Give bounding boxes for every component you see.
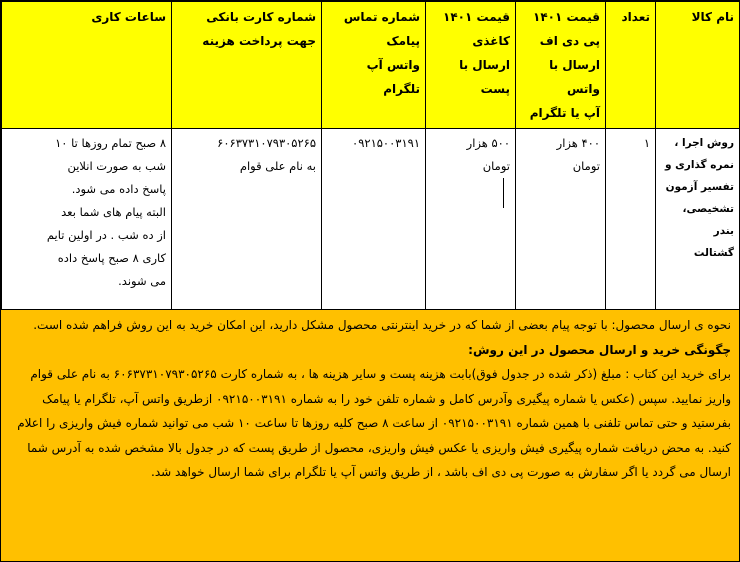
header-price-paper: قیمت ۱۴۰۱ کاغذی ارسال با پست bbox=[426, 2, 516, 129]
header-contact-number: شماره تماس پیامک واتس آپ تلگرام bbox=[322, 2, 426, 129]
info-intro: نحوه ی ارسال محصول: با توجه پیام بعضی از شما که در خرید اینترنتی محصول مشکل دارید، این امکان خرید به این روش فراهم شده است. bbox=[33, 318, 731, 332]
table-header-row bbox=[2, 2, 740, 129]
header-bank-card: شماره کارت بانکی جهت پرداخت هزینه bbox=[172, 2, 322, 129]
header-price-pdf: قیمت ۱۴۰۱ پی دی اف ارسال با واتس آپ یا تلگرام bbox=[516, 2, 606, 129]
cell-contact-number: ۰۹۲۱۵۰۰۳۱۹۱ bbox=[322, 129, 426, 328]
cell-count: ۱ bbox=[606, 129, 656, 328]
header-count: تعداد bbox=[606, 2, 656, 129]
cell-price-pdf: ۴۰۰ هزار تومان bbox=[516, 129, 606, 328]
header-product-name: نام کالا bbox=[656, 2, 740, 129]
info-heading: چگونگی خرید و ارسال محصول در این روش: bbox=[468, 342, 731, 357]
table-row bbox=[2, 129, 740, 328]
text-cursor bbox=[503, 178, 504, 208]
cell-working-hours: ۸ صبح تمام روزها تا ۱۰ شب به صورت انلاین پاسخ داده می شود. البته پیام های شما بعد از ده شب . در اولین تایم کاری ۸ صبح پاسخ داده می شوند. bbox=[2, 129, 172, 328]
cell-price-paper: ۵۰۰ هزار تومان bbox=[426, 129, 516, 328]
header-working-hours: ساعات کاری bbox=[2, 2, 172, 129]
cell-bank-card: ۶۰۶۳۷۳۱۰۷۹۳۰۵۲۶۵ به نام علی قوام bbox=[172, 129, 322, 328]
product-table bbox=[1, 1, 740, 328]
purchase-info-panel bbox=[1, 309, 739, 561]
info-body: برای خرید این کتاب : مبلغ (ذکر شده در جدول فوق)بابت هزینه پست و سایر هزینه ها ، به شماره کارت ۶۰۶۳۷۳۱۰۷۹۳۰۵۲۶۵ به نام علی قوام واریز نمایید. سپس (عکس یا شماره پیگیری وآدرس کامل و شماره تلفن خود را به شماره ۰۹۲۱۵۰۰۳۱۹۱ ازطریق واتس آپ، تلگرام یا پیامک بفرستید و حتی تماس تلفنی با همین شماره ۰۹۲۱۵۰۰۳۱۹۱ از ساعت ۸ صبح کلیه روزها تا ساعت ۱۰ شب می توانید شماره فیش واریزی را اعلام کنید. به محض دریافت شماره پیگیری فیش واریزی یا عکس فیش واریزی، محصول از طریق پست که در جدول بالا مشخص شده به آدرس شما ارسال می گردد یا اگر سفارش به صورت پی دی اف باشد ، از طریق واتس آپ یا تلگرام برای شما ارسال خواهد شد. bbox=[17, 367, 731, 479]
cell-product-name: روش اجرا ، نمره گذاری و تفسیر آزمون تشخیصی، بندر گشتالت bbox=[656, 129, 740, 328]
